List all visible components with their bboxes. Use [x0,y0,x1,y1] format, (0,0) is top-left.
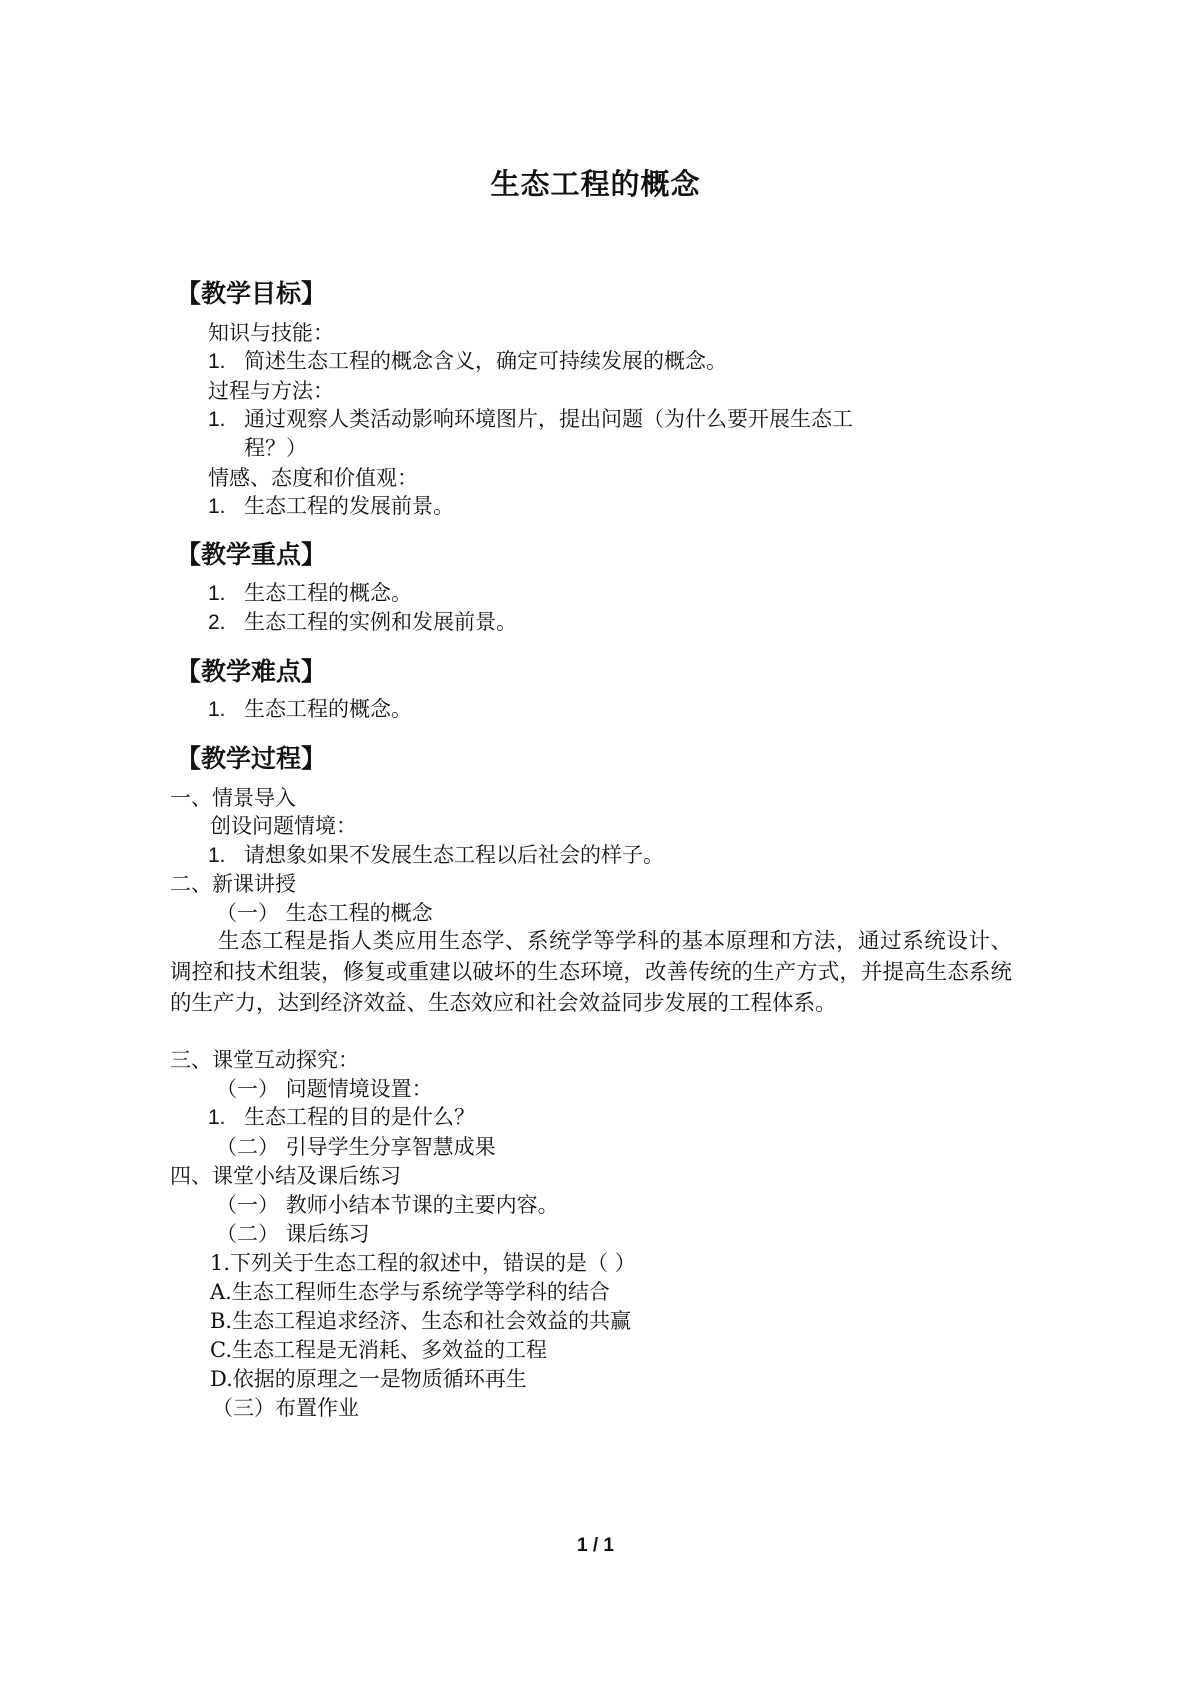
list-number: 1. [208,582,226,605]
knowledge-label: 知识与技能： [208,321,334,345]
process-section-4-sub-2: （二） 课后练习 [216,1222,370,1246]
list-text: 生态工程的发展前景。 [244,494,454,518]
exercise-option-d: D.依据的原理之一是物质循环再生 [210,1367,527,1391]
list-text: 简述生态工程的概念含义，确定可持续发展的概念。 [244,349,727,373]
process-section-2-title: 二、新课讲授 [170,872,296,896]
list-number: 1. [208,698,226,721]
key-point-item [208,607,517,638]
exercise-option-c: C.生态工程是无消耗、多效益的工程 [210,1338,547,1362]
list-number: 1. [208,495,226,518]
process-section-3-sub-1: （一） 问题情境设置： [216,1077,433,1101]
process-item-continuation: 程？） [244,436,307,460]
process-section-3-title: 三、课堂互动探究： [170,1048,359,1072]
list-number: 1. [208,408,226,431]
list-text: 通过观察人类活动影响环境图片，提出问题（为什么要开展生态工 [244,407,853,431]
concept-paragraph: 生态工程是指人类应用生态学、系统学等学科的基本原理和方法，通过系统设计、调控和技术组装，修复或重建以破坏的生态环境，改善传统的生产方式，并提高生态系统的生产力，达到经济效益、生态效应和社会效益同步发展的工程体系。 [170,929,1012,1016]
list-text: 生态工程的实例和发展前景。 [244,610,517,634]
knowledge-item [208,346,727,377]
emotion-label: 情感、态度和价值观： [208,466,418,490]
list-number: 2. [208,611,226,634]
heading-objectives: 【教学目标】 [176,279,327,308]
process-section-1-item [208,840,664,871]
key-point-item [208,578,412,609]
page-number: 1 / 1 [577,1535,614,1556]
process-section-4-title: 四、课堂小结及课后练习 [170,1164,401,1188]
list-text: 生态工程的概念。 [244,581,412,605]
emotion-item [208,491,454,522]
process-section-4-sub-1: （一） 教师小结本节课的主要内容。 [216,1193,559,1217]
heading-process: 【教学过程】 [176,744,327,773]
exercise-question: 1.下列关于生态工程的叙述中，错误的是（ ） [210,1251,636,1275]
process-label: 过程与方法： [208,379,334,403]
list-text: 生态工程的概念。 [244,697,412,721]
process-section-3-item [208,1102,475,1133]
process-section-4-sub-3: （三）布置作业 [212,1396,359,1420]
list-text: 请想象如果不发展生态工程以后社会的样子。 [244,843,664,867]
process-section-1-sub: 创设问题情境： [210,814,357,838]
list-number: 1. [208,1106,226,1129]
process-section-2-sub: （一） 生态工程的概念 [216,901,433,925]
exercise-option-a: A.生态工程师生态学与系统学等学科的结合 [210,1280,610,1304]
process-item [208,404,853,435]
list-number: 1. [208,844,226,867]
list-number: 1. [208,350,226,373]
document-title: 生态工程的概念 [490,167,701,201]
list-text: 生态工程的目的是什么？ [244,1105,475,1129]
heading-difficulties: 【教学难点】 [176,657,327,686]
exercise-option-b: B.生态工程追求经济、生态和社会效益的共赢 [210,1309,632,1333]
heading-key-points: 【教学重点】 [176,540,327,569]
process-section-1-title: 一、情景导入 [170,786,296,810]
difficulty-item [208,694,412,725]
process-section-3-sub-2: （二） 引导学生分享智慧成果 [216,1135,496,1159]
